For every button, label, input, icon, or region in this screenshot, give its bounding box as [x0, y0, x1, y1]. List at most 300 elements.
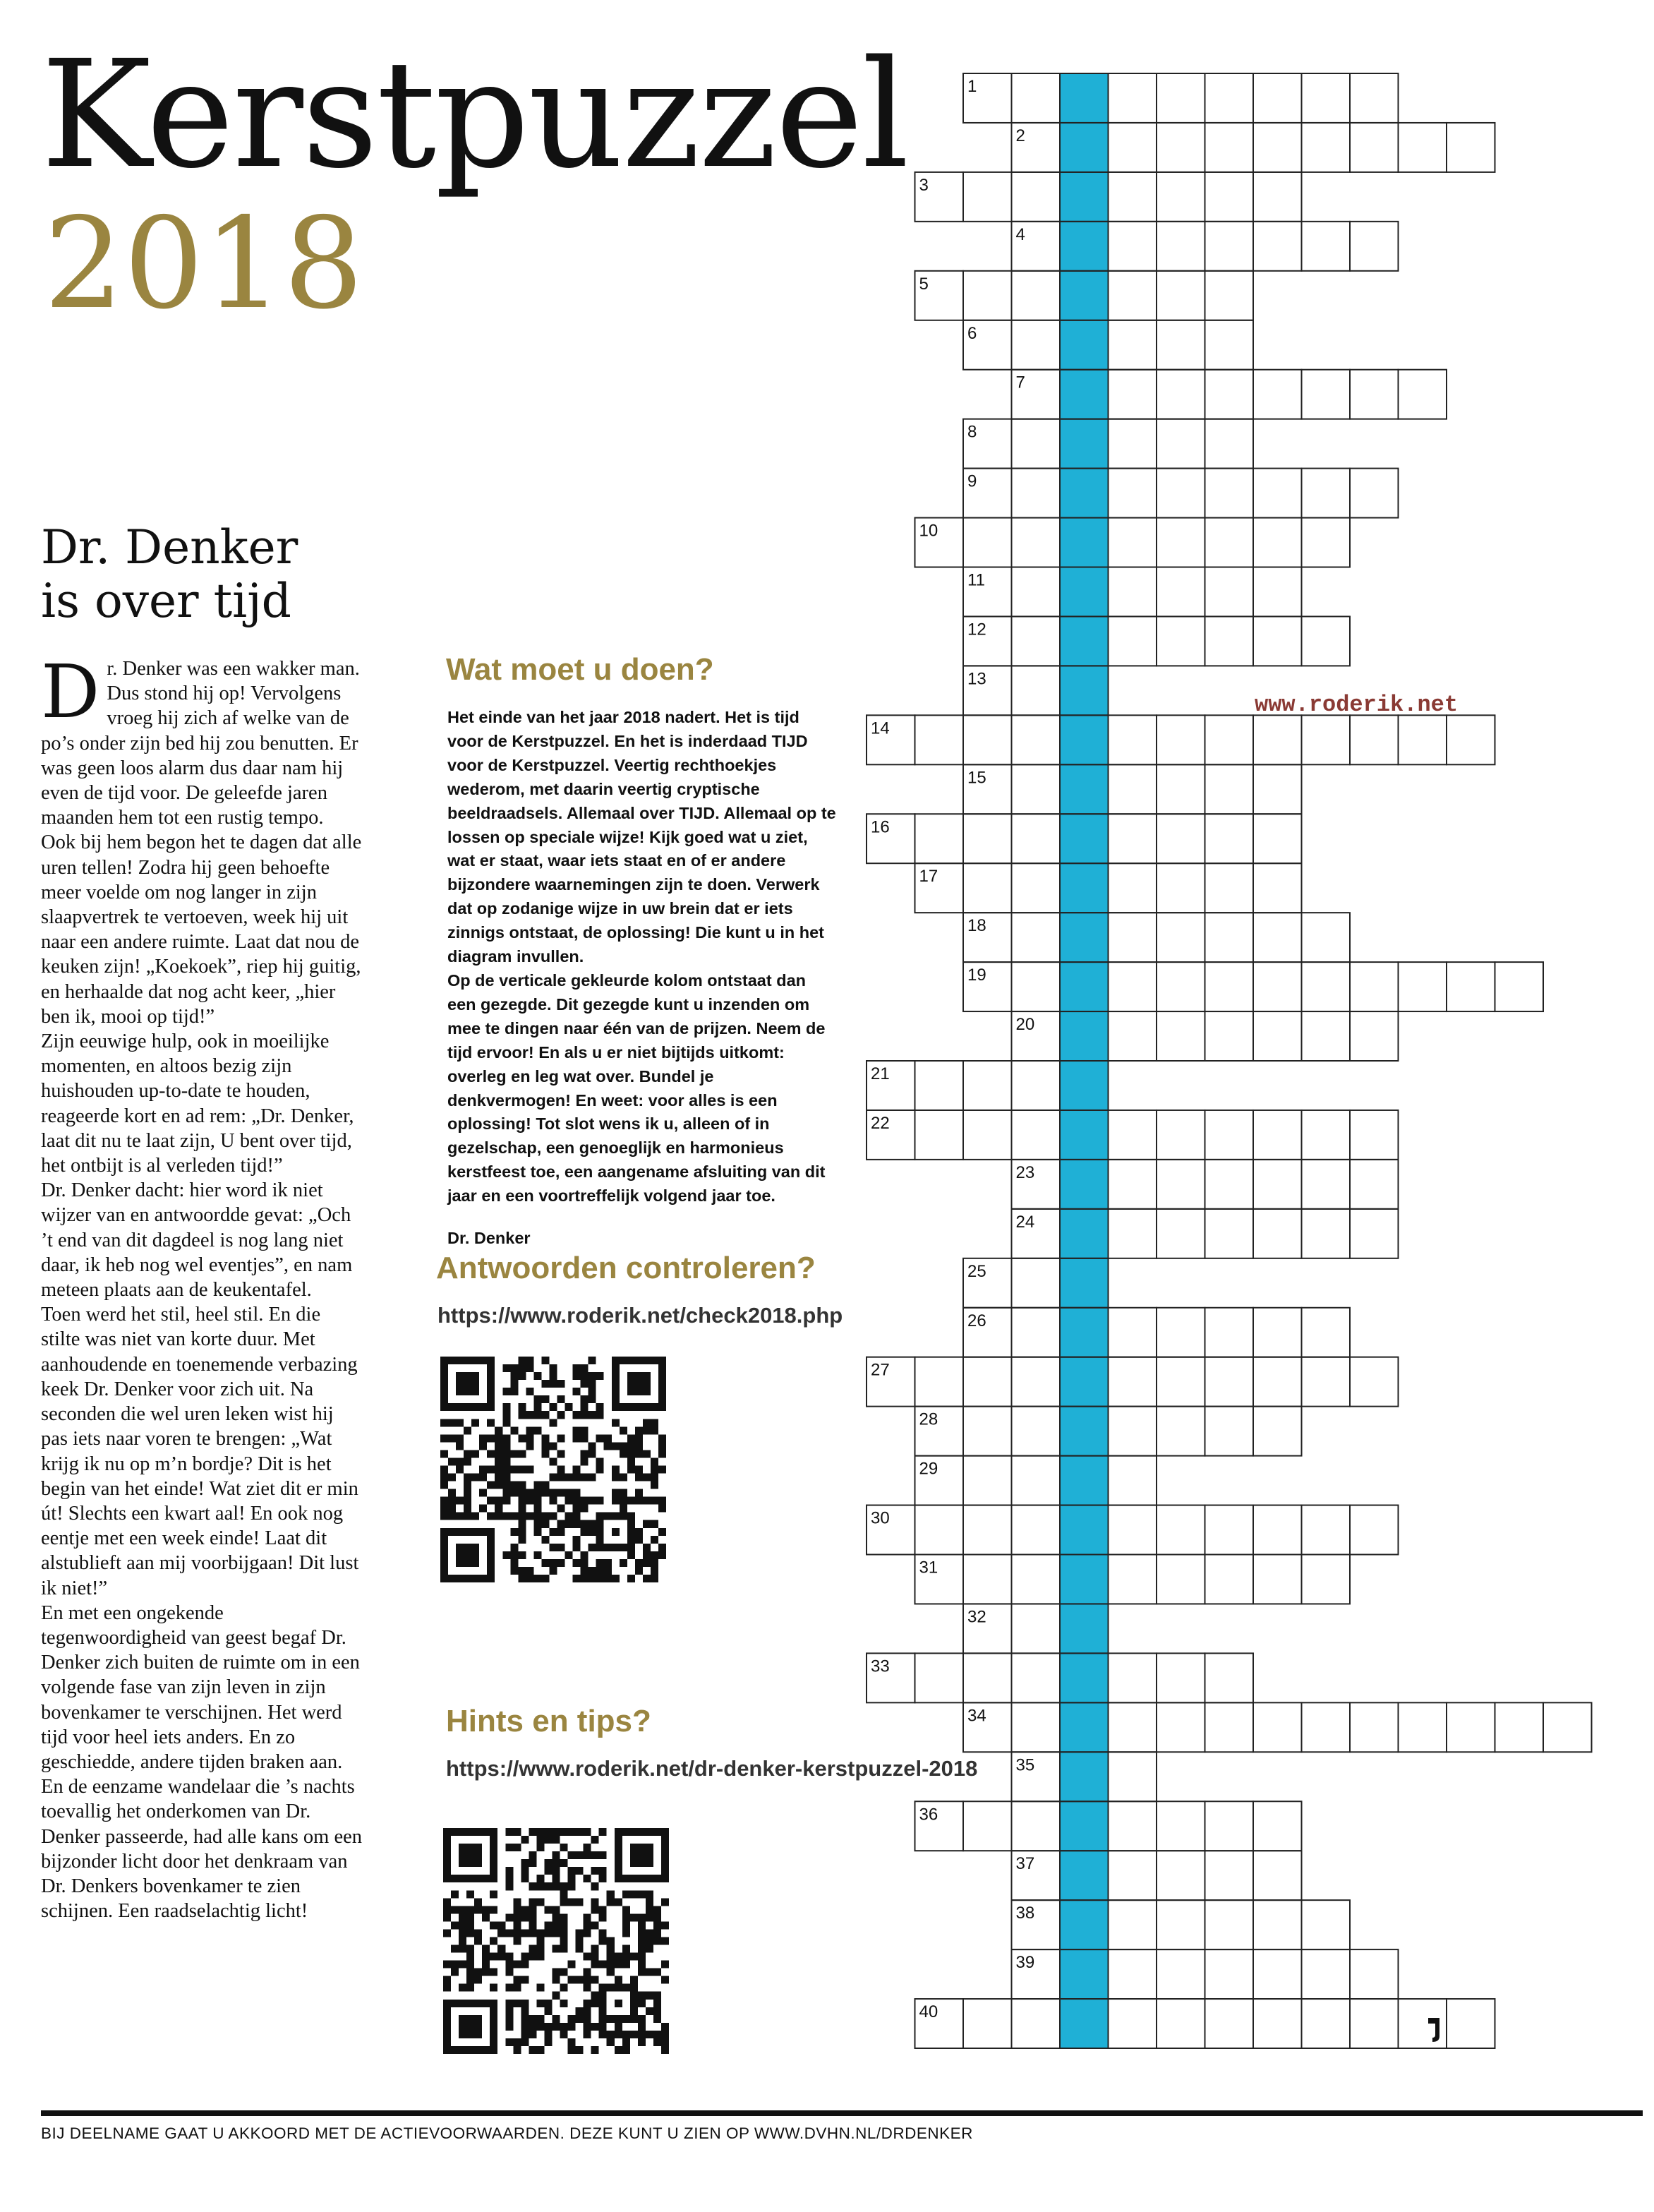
crossword-row-9[interactable] — [963, 469, 1399, 518]
instructions-signature: Dr. Denker — [447, 1229, 531, 1248]
crossword-cell[interactable] — [1012, 1258, 1061, 1308]
crossword-cell[interactable] — [915, 1653, 964, 1702]
crossword-cell[interactable] — [1205, 1555, 1254, 1604]
crossword-cell[interactable] — [1109, 123, 1157, 172]
crossword-cell[interactable] — [1012, 1505, 1061, 1555]
crossword-clue-number: 36 — [919, 1805, 938, 1825]
crossword-cell[interactable] — [1302, 73, 1351, 123]
crossword-cell[interactable] — [1302, 469, 1351, 518]
crossword-cell[interactable] — [1012, 1110, 1061, 1160]
crossword-row-26[interactable] — [963, 1308, 1350, 1357]
crossword-cell[interactable] — [1253, 1999, 1302, 2048]
crossword-cell[interactable] — [1399, 370, 1447, 419]
crossword-cell[interactable] — [1399, 962, 1447, 1011]
crossword-row-12[interactable] — [963, 616, 1350, 666]
crossword-cell[interactable] — [1109, 469, 1157, 518]
crossword-cell[interactable] — [1109, 73, 1157, 123]
crossword-cell[interactable] — [1253, 1555, 1302, 1604]
crossword-cell[interactable] — [1350, 715, 1399, 764]
crossword-cell[interactable] — [1157, 567, 1205, 617]
crossword-cell[interactable] — [1012, 1999, 1061, 2048]
crossword-row-14[interactable] — [867, 715, 1495, 764]
crossword-cell[interactable] — [1205, 913, 1254, 962]
crossword-cell[interactable] — [1302, 1357, 1351, 1407]
crossword-cell[interactable] — [963, 1801, 1012, 1851]
crossword-cell[interactable] — [1350, 123, 1399, 172]
crossword-cell[interactable] — [1205, 123, 1254, 172]
crossword-cell[interactable] — [915, 1061, 964, 1110]
crossword-clue-number: 30 — [871, 1508, 890, 1528]
crossword-cell[interactable] — [1109, 616, 1157, 666]
crossword-cell[interactable] — [1205, 1160, 1254, 1209]
crossword-cell[interactable] — [1205, 73, 1254, 123]
crossword-cell[interactable] — [1302, 1900, 1351, 1949]
instructions-paragraph: Het einde van het jaar 2018 nadert. Het is tijd voor de Kerstpuzzel. En het is inderdaad TIJD voor de Kerstpuzzel. Veertig rechthoekjes wederom, met daarin veertig cryptische beeldraadsels. Allemaal over TIJD. Allemaal op te lossen op speciale wijze! Kijk goed wat u ziet, wat er staat, waar iets staat en of er andere bijzondere waarnemingen zijn te doen. Verwerk dat op zodanige wijze in uw brein dat er iets zinnigs ontstaat, de oplossing! Die kunt u in het diagram invullen. — [447, 708, 836, 966]
crossword-cell[interactable] — [1253, 1702, 1302, 1752]
crossword-cell[interactable] — [1205, 320, 1254, 370]
crossword-cell[interactable] — [1253, 1801, 1302, 1851]
crossword-cell[interactable] — [1012, 1653, 1061, 1702]
crossword-cell[interactable] — [963, 1653, 1012, 1702]
crossword-cell[interactable] — [1109, 172, 1157, 222]
crossword-cell[interactable] — [1109, 370, 1157, 419]
crossword-cell[interactable] — [1109, 518, 1157, 567]
crossword-cell[interactable] — [1205, 567, 1254, 617]
crossword-clue-number: 29 — [919, 1459, 938, 1479]
crossword-cell[interactable] — [1253, 567, 1302, 617]
crossword-cell[interactable] — [1157, 1851, 1205, 1900]
crossword-cell[interactable] — [963, 1555, 1012, 1604]
story-title-line1: Dr. Denker — [41, 520, 298, 575]
crossword-cell[interactable] — [1350, 1110, 1399, 1160]
crossword-cell[interactable] — [1253, 1160, 1302, 1209]
crossword-cell[interactable] — [1157, 616, 1205, 666]
crossword-cell[interactable] — [1012, 419, 1061, 469]
story-paragraph: r. Denker was een wakker man. Dus stond hij op! Vervolgens vroeg hij zich af welke van de po’s onder zijn bed hij zou benutten. Er was geen loos alarm dus daar nam hij even de tijd voor. De geleefde jaren maanden hem tot een rustig tempo. Ook bij hem begon het te dagen dat alle uren tellen! Zodra hij geen behoefte meer voelde om nog langer in zijn slaapvertrek te vertoeven, week hij uit naar een andere ruimte. Laat dat nou de keuken zijn! „Koekoek”, riep hij guitig, en herhaalde dat nog acht keer, „hier ben ik, mooi op tijd!” — [41, 658, 362, 1028]
crossword-cell[interactable] — [963, 1357, 1012, 1407]
crossword-cell[interactable] — [963, 172, 1012, 222]
crossword-cell[interactable] — [1205, 222, 1254, 271]
crossword-cell[interactable] — [1205, 469, 1254, 518]
crossword-cell[interactable] — [1157, 1999, 1205, 2048]
crossword-cell[interactable] — [1253, 913, 1302, 962]
crossword-cell[interactable] — [1012, 962, 1061, 1011]
crossword-cell[interactable] — [1399, 123, 1447, 172]
crossword-clue-number: 28 — [919, 1409, 938, 1429]
crossword-clue-number: 33 — [871, 1657, 890, 1676]
crossword-cell[interactable] — [1253, 1505, 1302, 1555]
crossword-cell[interactable] — [1253, 1949, 1302, 1999]
crossword-cell[interactable] — [1399, 1702, 1447, 1752]
crossword-cell[interactable] — [1012, 814, 1061, 863]
crossword-cell[interactable] — [1302, 1110, 1351, 1160]
check-heading: Antwoorden controleren? — [436, 1251, 816, 1285]
crossword-cell[interactable] — [1109, 271, 1157, 320]
crossword-cell[interactable] — [1447, 962, 1495, 1011]
crossword-cell[interactable] — [1109, 1752, 1157, 1801]
crossword-cell[interactable] — [963, 814, 1012, 863]
crossword-cell[interactable] — [1109, 863, 1157, 913]
crossword-cell[interactable] — [1350, 1209, 1399, 1258]
crossword-cell[interactable] — [1253, 123, 1302, 172]
crossword-cell[interactable] — [1205, 1357, 1254, 1407]
crossword-cell[interactable] — [1302, 1011, 1351, 1061]
crossword-cell[interactable] — [963, 715, 1012, 764]
crossword-cell[interactable] — [963, 1456, 1012, 1505]
crossword-cell[interactable] — [1447, 715, 1495, 764]
crossword-clue-number: 8 — [967, 422, 977, 442]
crossword-clue-number: 21 — [871, 1064, 890, 1083]
crossword-cell[interactable] — [1109, 222, 1157, 271]
crossword-cell[interactable] — [1302, 715, 1351, 764]
crossword-cell[interactable] — [1205, 1011, 1254, 1061]
crossword-cell[interactable] — [1399, 715, 1447, 764]
crossword-cell[interactable] — [1109, 1456, 1157, 1505]
crossword-cell[interactable] — [1253, 222, 1302, 271]
crossword-row-10[interactable] — [915, 518, 1351, 567]
crossword-cell[interactable] — [1157, 1160, 1205, 1209]
crossword-cell[interactable] — [1109, 1011, 1157, 1061]
crossword-cell[interactable] — [963, 271, 1012, 320]
crossword-row-19[interactable] — [963, 962, 1543, 1011]
crossword-cell[interactable] — [1205, 419, 1254, 469]
crossword-cell[interactable] — [1205, 1653, 1254, 1702]
crossword-cell[interactable] — [1253, 73, 1302, 123]
crossword-row-17[interactable] — [915, 863, 1302, 913]
crossword-cell[interactable] — [1109, 1209, 1157, 1258]
crossword-cell[interactable] — [1447, 123, 1495, 172]
crossword-cell[interactable] — [1157, 1555, 1205, 1604]
crossword-cell[interactable] — [1157, 469, 1205, 518]
crossword-cell[interactable] — [1109, 913, 1157, 962]
crossword-clue-number: 2 — [1015, 126, 1025, 145]
crossword-clue-number: 7 — [1015, 373, 1025, 392]
crossword-cell[interactable] — [1302, 616, 1351, 666]
crossword-row-1[interactable] — [963, 73, 1399, 123]
crossword-row-27[interactable] — [867, 1357, 1399, 1407]
crossword-cell[interactable] — [1109, 1110, 1157, 1160]
crossword-cell[interactable] — [1157, 814, 1205, 863]
crossword-cell[interactable] — [963, 1407, 1012, 1456]
crossword-cell[interactable] — [1157, 271, 1205, 320]
crossword-cell[interactable] — [1302, 913, 1351, 962]
crossword-cell[interactable] — [1157, 1209, 1205, 1258]
crossword-cell[interactable] — [963, 1999, 1012, 2048]
check-url-link[interactable]: https://www.roderik.net/check2018.php — [437, 1303, 843, 1328]
crossword-cell[interactable] — [1109, 814, 1157, 863]
crossword-cell[interactable] — [1205, 962, 1254, 1011]
crossword-clue-number: 37 — [1015, 1854, 1035, 1874]
crossword-cell[interactable] — [1012, 1308, 1061, 1357]
crossword-cell[interactable] — [1012, 1555, 1061, 1604]
crossword-cell[interactable] — [1350, 370, 1399, 419]
crossword-clue-number: 24 — [1015, 1212, 1035, 1232]
crossword-cell[interactable] — [1157, 1110, 1205, 1160]
crossword-cell[interactable] — [1157, 419, 1205, 469]
crossword-cell[interactable] — [1253, 518, 1302, 567]
crossword-cell[interactable] — [1012, 271, 1061, 320]
crossword-cell[interactable] — [1109, 1505, 1157, 1555]
crossword-cell[interactable] — [1157, 1011, 1205, 1061]
crossword-cell[interactable] — [915, 1505, 964, 1555]
crossword-cell[interactable] — [1302, 1555, 1351, 1604]
crossword-clue-number: 3 — [919, 175, 929, 195]
crossword-cell[interactable] — [1350, 73, 1399, 123]
crossword-cell[interactable] — [1012, 320, 1061, 370]
crossword-cell[interactable] — [1350, 1949, 1399, 1999]
hints-url-link[interactable]: https://www.roderik.net/dr-denker-kerstpuzzel-2018 — [446, 1756, 978, 1781]
crossword-cell[interactable] — [1302, 123, 1351, 172]
crossword-cell[interactable] — [1157, 715, 1205, 764]
crossword-cell[interactable] — [1157, 962, 1205, 1011]
crossword-cell[interactable] — [1495, 1702, 1544, 1752]
crossword-cell[interactable] — [1109, 1999, 1157, 2048]
crossword-cell[interactable] — [1012, 666, 1061, 715]
crossword-cell[interactable] — [1253, 1308, 1302, 1357]
crossword-cell[interactable] — [1205, 863, 1254, 913]
crossword-cell[interactable] — [1350, 469, 1399, 518]
crossword-cell[interactable] — [1350, 222, 1399, 271]
crossword-cell[interactable] — [1157, 913, 1205, 962]
crossword-cell[interactable] — [1205, 1407, 1254, 1456]
crossword-cell[interactable] — [1205, 1949, 1254, 1999]
crossword-cell[interactable] — [1205, 1702, 1254, 1752]
crossword-cell[interactable] — [1157, 764, 1205, 814]
crossword-cell[interactable] — [963, 1061, 1012, 1110]
crossword-cell[interactable] — [1012, 764, 1061, 814]
crossword-cell[interactable] — [1109, 715, 1157, 764]
crossword-cell[interactable] — [1012, 172, 1061, 222]
crossword-cell[interactable] — [1012, 715, 1061, 764]
crossword-cell[interactable] — [1205, 616, 1254, 666]
crossword-cell[interactable] — [1205, 1851, 1254, 1900]
crossword-cell[interactable] — [1205, 518, 1254, 567]
crossword-cell[interactable] — [1012, 1407, 1061, 1456]
crossword-cell[interactable] — [963, 518, 1012, 567]
crossword-row-29[interactable] — [915, 1456, 1157, 1505]
crossword-cell[interactable] — [915, 814, 964, 863]
crossword-cell[interactable] — [1157, 1801, 1205, 1851]
crossword-cell[interactable] — [1205, 1209, 1254, 1258]
crossword-cell[interactable] — [1350, 1357, 1399, 1407]
crossword-clue-number: 16 — [871, 817, 890, 837]
crossword-cell[interactable] — [1157, 1407, 1205, 1456]
crossword-cell[interactable] — [1157, 1653, 1205, 1702]
crossword-cell[interactable] — [1012, 913, 1061, 962]
crossword-cell[interactable] — [1253, 863, 1302, 913]
crossword-cell[interactable] — [1253, 1407, 1302, 1456]
crossword-cell[interactable] — [1012, 1061, 1061, 1110]
crossword-cell[interactable] — [1109, 1702, 1157, 1752]
crossword-cell[interactable] — [1350, 1999, 1399, 2048]
crossword-row-18[interactable] — [963, 913, 1350, 962]
crossword-cell[interactable] — [1302, 1505, 1351, 1555]
crossword-clue-number: 22 — [871, 1113, 890, 1133]
crossword-cell[interactable] — [915, 715, 964, 764]
crossword-row-15[interactable] — [963, 764, 1302, 814]
crossword-cell[interactable] — [1012, 616, 1061, 666]
crossword-cell[interactable] — [1253, 1110, 1302, 1160]
crossword-clue-number: 39 — [1015, 1953, 1035, 1973]
crossword-cell[interactable] — [1302, 1209, 1351, 1258]
crossword-cell[interactable] — [1302, 518, 1351, 567]
crossword-row-37[interactable] — [1012, 1851, 1302, 1900]
crossword-row-3[interactable] — [915, 172, 1302, 222]
crossword-cell[interactable] — [1205, 1999, 1254, 2048]
crossword-cell[interactable] — [1012, 863, 1061, 913]
crossword-cell[interactable] — [1205, 1110, 1254, 1160]
crossword-clue-number: 25 — [967, 1261, 986, 1281]
crossword-cell[interactable] — [1350, 1160, 1399, 1209]
story-title-line2: is over tijd — [41, 574, 291, 628]
crossword-cell[interactable] — [1157, 123, 1205, 172]
crossword-cell[interactable] — [1302, 1999, 1351, 2048]
crossword-cell[interactable] — [1012, 518, 1061, 567]
crossword-row-31[interactable] — [915, 1555, 1351, 1604]
crossword-clue-number: 26 — [967, 1311, 986, 1330]
crossword-cell[interactable] — [1109, 1949, 1157, 1999]
crossword-cell[interactable] — [1157, 518, 1205, 567]
crossword-cell[interactable] — [1109, 1801, 1157, 1851]
crossword-cell[interactable] — [1109, 1357, 1157, 1407]
crossword-row-30[interactable] — [867, 1505, 1399, 1555]
crossword-cell[interactable] — [1205, 764, 1254, 814]
crossword-cell[interactable] — [1109, 1407, 1157, 1456]
crossword-cell[interactable] — [1157, 172, 1205, 222]
crossword-cell[interactable] — [1302, 1949, 1351, 1999]
crossword-clue-number: 18 — [967, 916, 986, 936]
story-dropcap: D — [41, 649, 100, 735]
crossword-cell[interactable] — [1012, 567, 1061, 617]
crossword-cell[interactable] — [1253, 469, 1302, 518]
crossword-cell[interactable] — [1109, 320, 1157, 370]
crossword-cell[interactable] — [1543, 1702, 1592, 1752]
crossword-cell[interactable] — [1253, 616, 1302, 666]
crossword-cell[interactable] — [1109, 764, 1157, 814]
crossword-cell[interactable] — [1157, 1949, 1205, 1999]
crossword-cell[interactable] — [1253, 764, 1302, 814]
crossword-cell[interactable] — [1157, 370, 1205, 419]
crossword-cell[interactable] — [1350, 1011, 1399, 1061]
crossword-cell[interactable] — [1109, 419, 1157, 469]
crossword-row-22[interactable] — [867, 1110, 1399, 1160]
crossword-cell[interactable] — [1253, 172, 1302, 222]
crossword-row-11[interactable] — [963, 567, 1302, 617]
crossword-cell[interactable] — [1109, 1555, 1157, 1604]
crossword-cell[interactable] — [1205, 814, 1254, 863]
crossword-clue-number: 1 — [967, 77, 977, 96]
crossword-cell[interactable] — [1157, 863, 1205, 913]
crossword-cell[interactable] — [1109, 962, 1157, 1011]
crossword-cell[interactable] — [1012, 1456, 1061, 1505]
crossword-cell[interactable] — [1447, 1702, 1495, 1752]
crossword-cell[interactable] — [1205, 1505, 1254, 1555]
crossword-row-33[interactable] — [867, 1653, 1253, 1702]
crossword-cell[interactable] — [1253, 962, 1302, 1011]
crossword-cell[interactable] — [1302, 1308, 1351, 1357]
crossword-clue-number: 19 — [967, 966, 986, 985]
crossword-cell[interactable] — [1302, 1702, 1351, 1752]
crossword-cell[interactable] — [1157, 1702, 1205, 1752]
crossword-row-40[interactable] — [915, 1999, 1495, 2048]
crossword-cell[interactable] — [1253, 1011, 1302, 1061]
crossword-cell[interactable] — [1205, 1801, 1254, 1851]
crossword-cell[interactable] — [1253, 1851, 1302, 1900]
crossword-cell[interactable] — [963, 1110, 1012, 1160]
crossword-cell[interactable] — [1253, 1357, 1302, 1407]
crossword-cell[interactable] — [1157, 1900, 1205, 1949]
footer-rule — [41, 2110, 1643, 2116]
crossword-cell[interactable] — [1109, 1308, 1157, 1357]
crossword-cell[interactable] — [1205, 172, 1254, 222]
crossword-clue-number: 27 — [871, 1360, 890, 1380]
crossword-cell[interactable] — [1012, 1604, 1061, 1653]
crossword-cell[interactable] — [1302, 370, 1351, 419]
crossword-cell[interactable] — [1109, 1653, 1157, 1702]
crossword-cell[interactable] — [1253, 370, 1302, 419]
crossword-cell[interactable] — [1205, 370, 1254, 419]
crossword-cell[interactable] — [1253, 814, 1302, 863]
crossword-cell[interactable] — [1157, 73, 1205, 123]
crossword-cell[interactable] — [1205, 271, 1254, 320]
crossword-cell[interactable] — [1157, 222, 1205, 271]
crossword-cell[interactable] — [915, 1110, 964, 1160]
crossword-cell[interactable] — [1253, 1209, 1302, 1258]
crossword-cell[interactable] — [1447, 1999, 1495, 2048]
crossword-cell[interactable] — [915, 1357, 964, 1407]
story-paragraph: Toen werd het stil, heel stil. En die stilte was niet van korte duur. Met aanhoudende en toenemende verbazing keek Dr. Denker voor zich uit. Na seconden die wel uren leken wist hij pas iets naar voren te brengen: „Wat krijg ik nu op m’n bordje? Dit is het begin van het einde! Wat ziet dit er min út! Slechts een kwart aal! En ook nog eentje met een week einde! Laat dit alstublieft aan mij voorbijgaan! Dit lust ik niet!” — [41, 1304, 359, 1599]
crossword-cell[interactable] — [1302, 1160, 1351, 1209]
crossword-cell[interactable] — [1012, 1801, 1061, 1851]
crossword-cell[interactable] — [1109, 567, 1157, 617]
crossword-clue-number: 31 — [919, 1558, 938, 1577]
crossword-cell[interactable] — [1012, 469, 1061, 518]
crossword-cell[interactable] — [1205, 1308, 1254, 1357]
crossword-row-8[interactable] — [963, 419, 1253, 469]
crossword-cell[interactable] — [1253, 1900, 1302, 1949]
crossword-cell[interactable] — [1495, 962, 1544, 1011]
crossword-row-6[interactable] — [963, 320, 1253, 370]
crossword-row-28[interactable] — [915, 1407, 1302, 1456]
crossword-cell[interactable] — [1157, 1308, 1205, 1357]
crossword-clue-number: 10 — [919, 521, 938, 541]
crossword-cell[interactable] — [963, 863, 1012, 913]
crossword-cell[interactable] — [1350, 1702, 1399, 1752]
crossword-cell[interactable] — [1012, 73, 1061, 123]
crossword-row-34[interactable] — [963, 1702, 1592, 1752]
crossword-cell[interactable] — [1157, 320, 1205, 370]
crossword-cell[interactable] — [1253, 715, 1302, 764]
crossword-cell[interactable] — [1109, 1900, 1157, 1949]
crossword-cell[interactable] — [1205, 715, 1254, 764]
crossword-cell[interactable] — [1109, 1160, 1157, 1209]
crossword-clue-number: 5 — [919, 274, 929, 294]
crossword-row-36[interactable] — [915, 1801, 1302, 1851]
crossword-cell[interactable] — [1157, 1357, 1205, 1407]
crossword-cell[interactable] — [1012, 1702, 1061, 1752]
crossword-clue-number: 4 — [1015, 224, 1025, 244]
crossword-cell[interactable] — [1350, 1505, 1399, 1555]
crossword-cell[interactable] — [1302, 962, 1351, 1011]
crossword-cell[interactable] — [1302, 222, 1351, 271]
crossword-cell[interactable] — [1157, 1505, 1205, 1555]
crossword-cell[interactable] — [1350, 962, 1399, 1011]
crossword-cell[interactable] — [1012, 1357, 1061, 1407]
crossword-cell[interactable] — [963, 1505, 1012, 1555]
crossword-cell[interactable] — [1109, 1851, 1157, 1900]
crossword-clue-number: 15 — [967, 768, 986, 788]
crossword-cell[interactable] — [1205, 1900, 1254, 1949]
